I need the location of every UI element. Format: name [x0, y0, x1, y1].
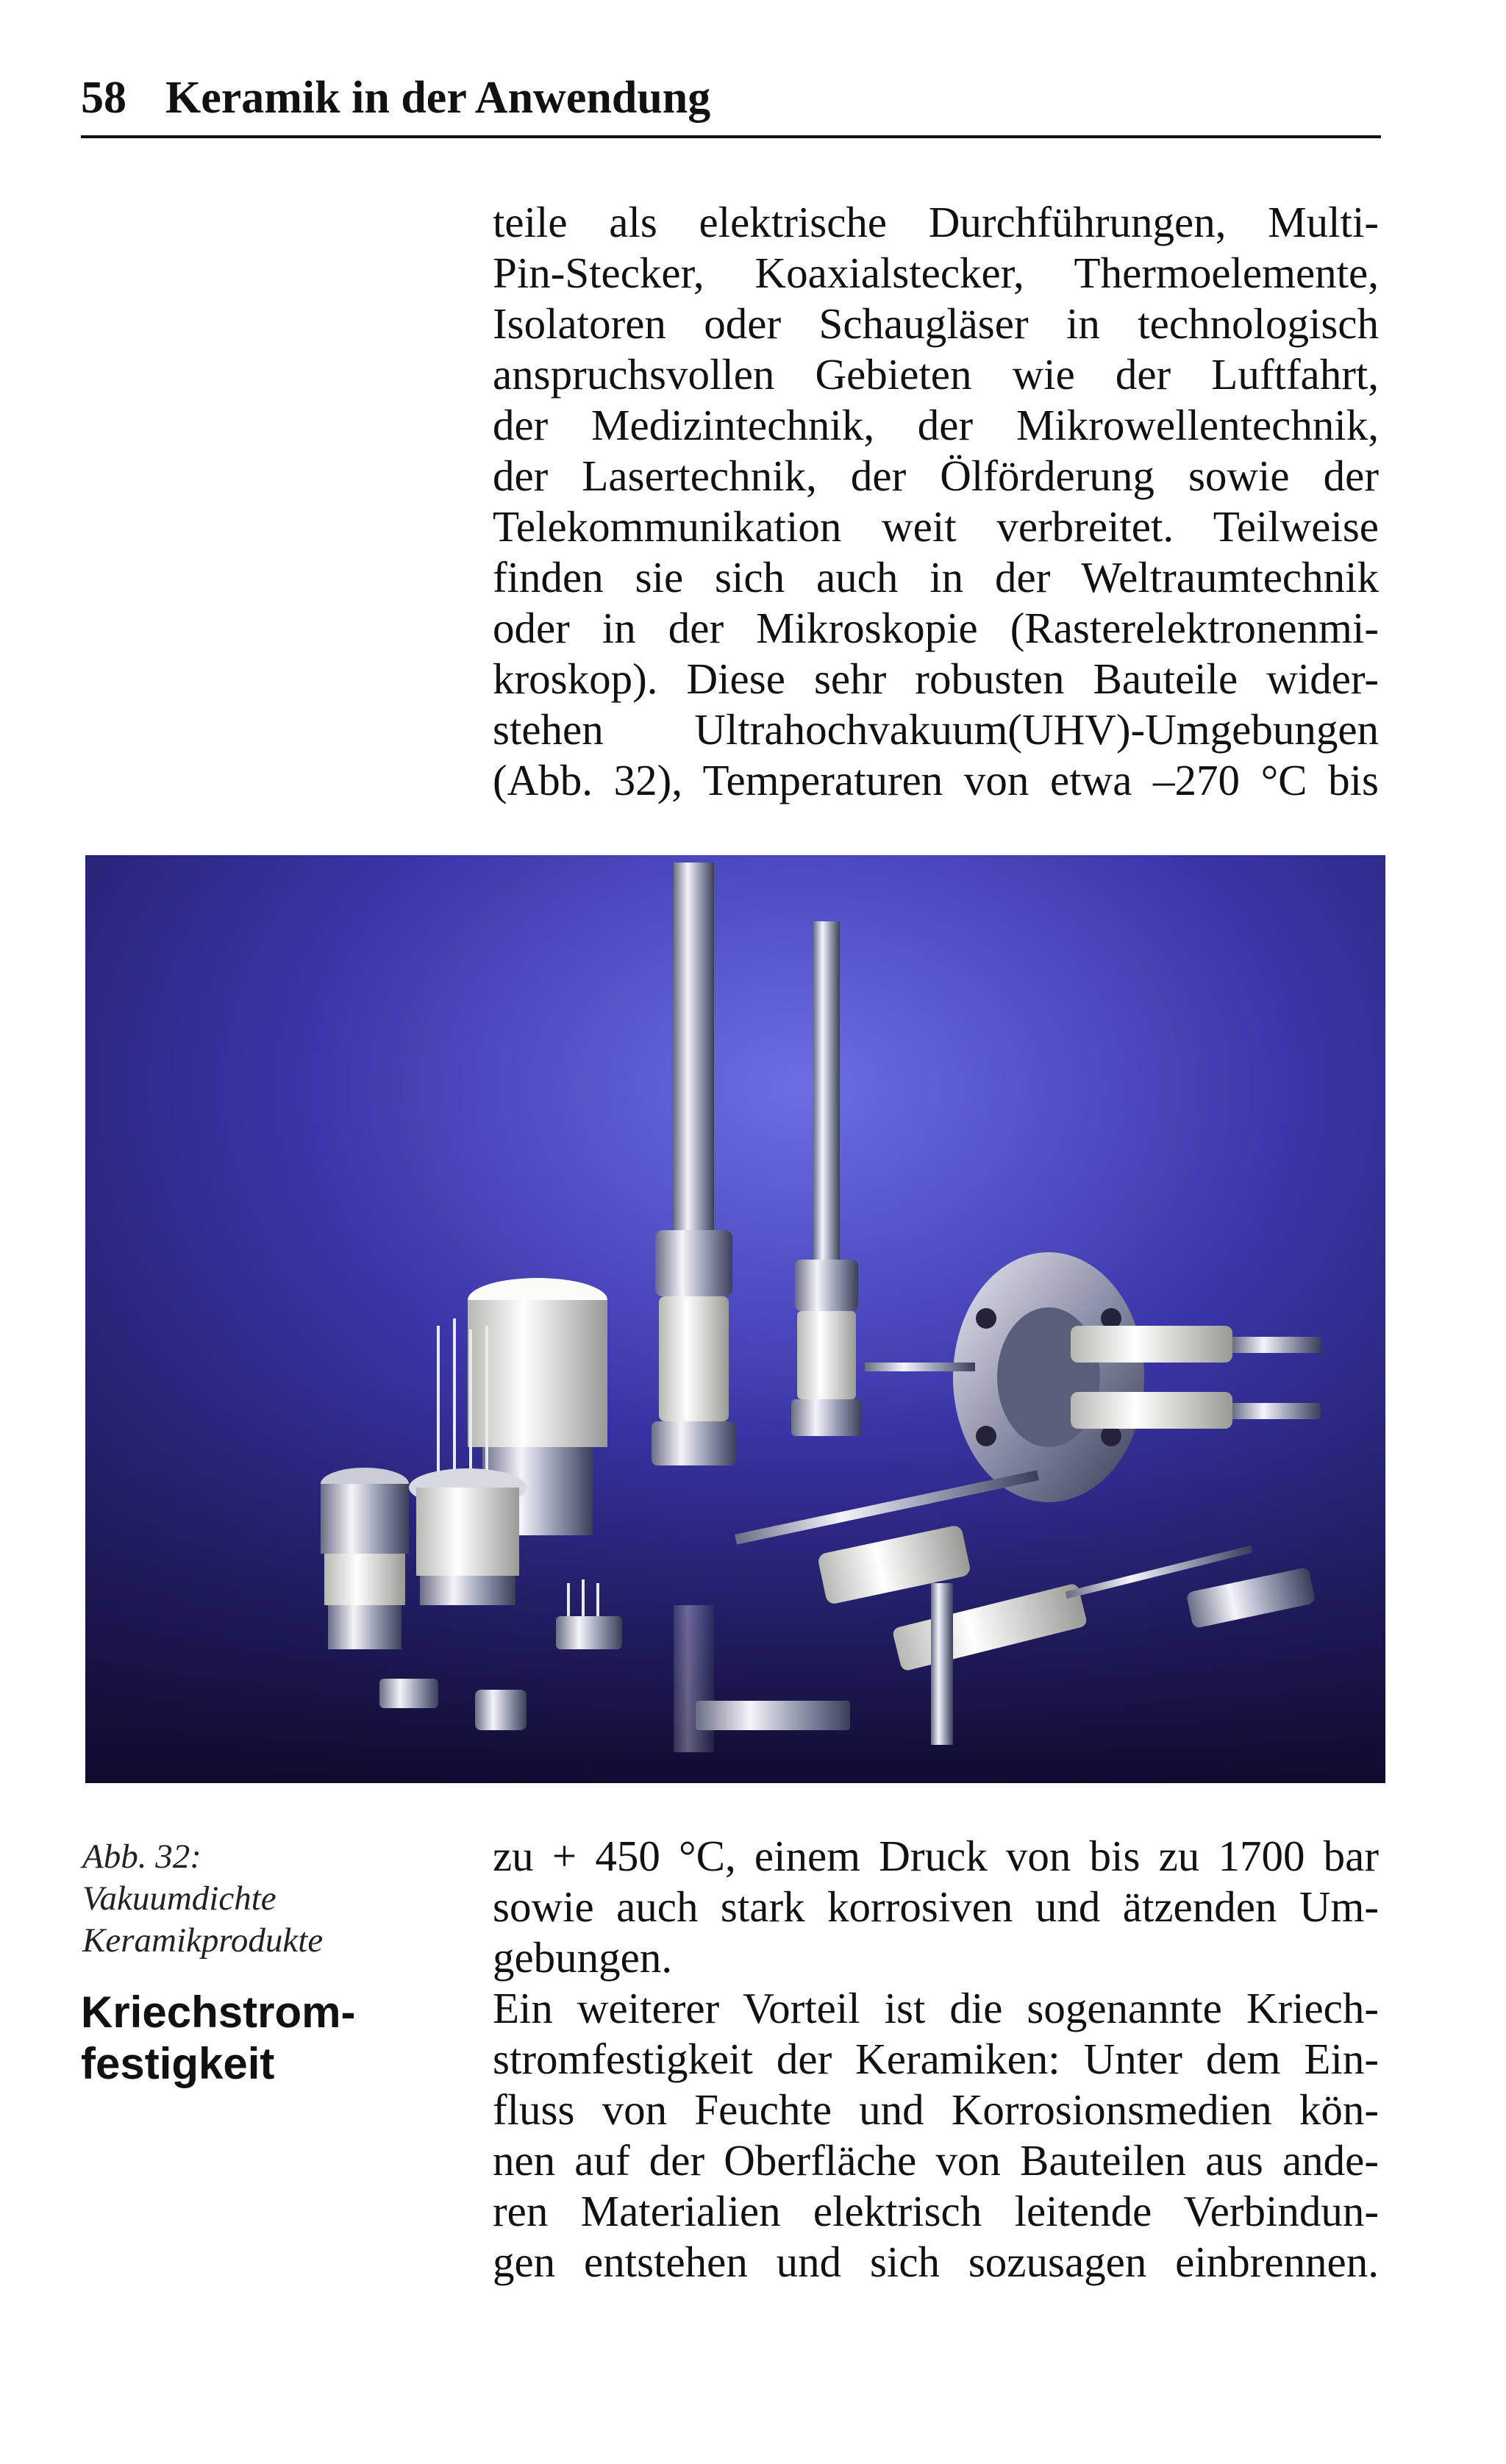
- text-line: oder in der Mikroskopie (Rasterelektronenmi-: [493, 604, 1379, 652]
- page-header: [81, 65, 1381, 138]
- text-line: teile als elektrische Durchführungen, Multi-: [493, 198, 1379, 246]
- body-text-top: [493, 197, 1379, 806]
- caption-text-line: Keramikprodukte: [82, 1921, 324, 1960]
- text-line: sowie auch stark korrosiven und ätzenden Um-: [493, 1882, 1379, 1931]
- body-text-bottom: [493, 1831, 1379, 2288]
- page-number: 58: [81, 73, 126, 123]
- text-line: kroskop). Diese sehr robusten Bauteile wider-: [493, 654, 1379, 703]
- text-line: stehen Ultrahochvakuum(UHV)-Umgebungen: [493, 705, 1379, 754]
- text-line: Ein weiterer Vorteil ist die sogenannte Kriech-: [493, 1984, 1379, 2032]
- photo-illustration: [85, 855, 1385, 1783]
- figure-ceramic-products-photo: [85, 855, 1385, 1783]
- text-line: ren Materialien elektrisch leitende Verbindun-: [493, 2187, 1379, 2235]
- margin-heading-line: Kriechstrom-: [81, 1988, 356, 2037]
- text-line: der Medizintechnik, der Mikrowellentechnik,: [493, 401, 1379, 449]
- text-line: fluss von Feuchte und Korrosionsmedien kön-: [493, 2085, 1379, 2134]
- running-title: Keramik in der Anwendung: [165, 73, 711, 123]
- text-line: der Lasertechnik, der Ölförderung sowie der: [493, 451, 1379, 500]
- text-line: gen entstehen und sich sozusagen einbrennen.: [493, 2238, 1379, 2286]
- margin-heading: [81, 1987, 463, 2090]
- text-line: zu + 450 °C, einem Druck von bis zu 1700 bar: [493, 1832, 1379, 1880]
- margin-heading-line: festigkeit: [81, 2039, 275, 2088]
- text-line: Pin-Stecker, Koaxialstecker, Thermoelemente,: [493, 249, 1379, 297]
- caption-label: Abb. 32:: [82, 1838, 201, 1876]
- text-line: stromfestigkeit der Keramiken: Unter dem Ein-: [493, 2035, 1379, 2083]
- caption-text-line: Vakuumdichte: [82, 1879, 276, 1918]
- text-line: gebungen.: [493, 1933, 673, 1982]
- text-line: (Abb. 32), Temperaturen von etwa –270 °C bis: [493, 756, 1379, 804]
- text-line: Telekommunikation weit verbreitet. Teilweise: [493, 502, 1379, 551]
- text-line: nen auf der Oberfläche von Bauteilen aus ande-: [493, 2136, 1379, 2185]
- text-line: anspruchsvollen Gebieten wie der Luftfahrt,: [493, 350, 1379, 399]
- figure-caption: [82, 1836, 450, 1962]
- text-line: finden sie sich auch in der Weltraumtechnik: [493, 553, 1379, 601]
- text-line: Isolatoren oder Schaugläser in technologisch: [493, 299, 1379, 348]
- koaxial-connector: [321, 1468, 409, 1649]
